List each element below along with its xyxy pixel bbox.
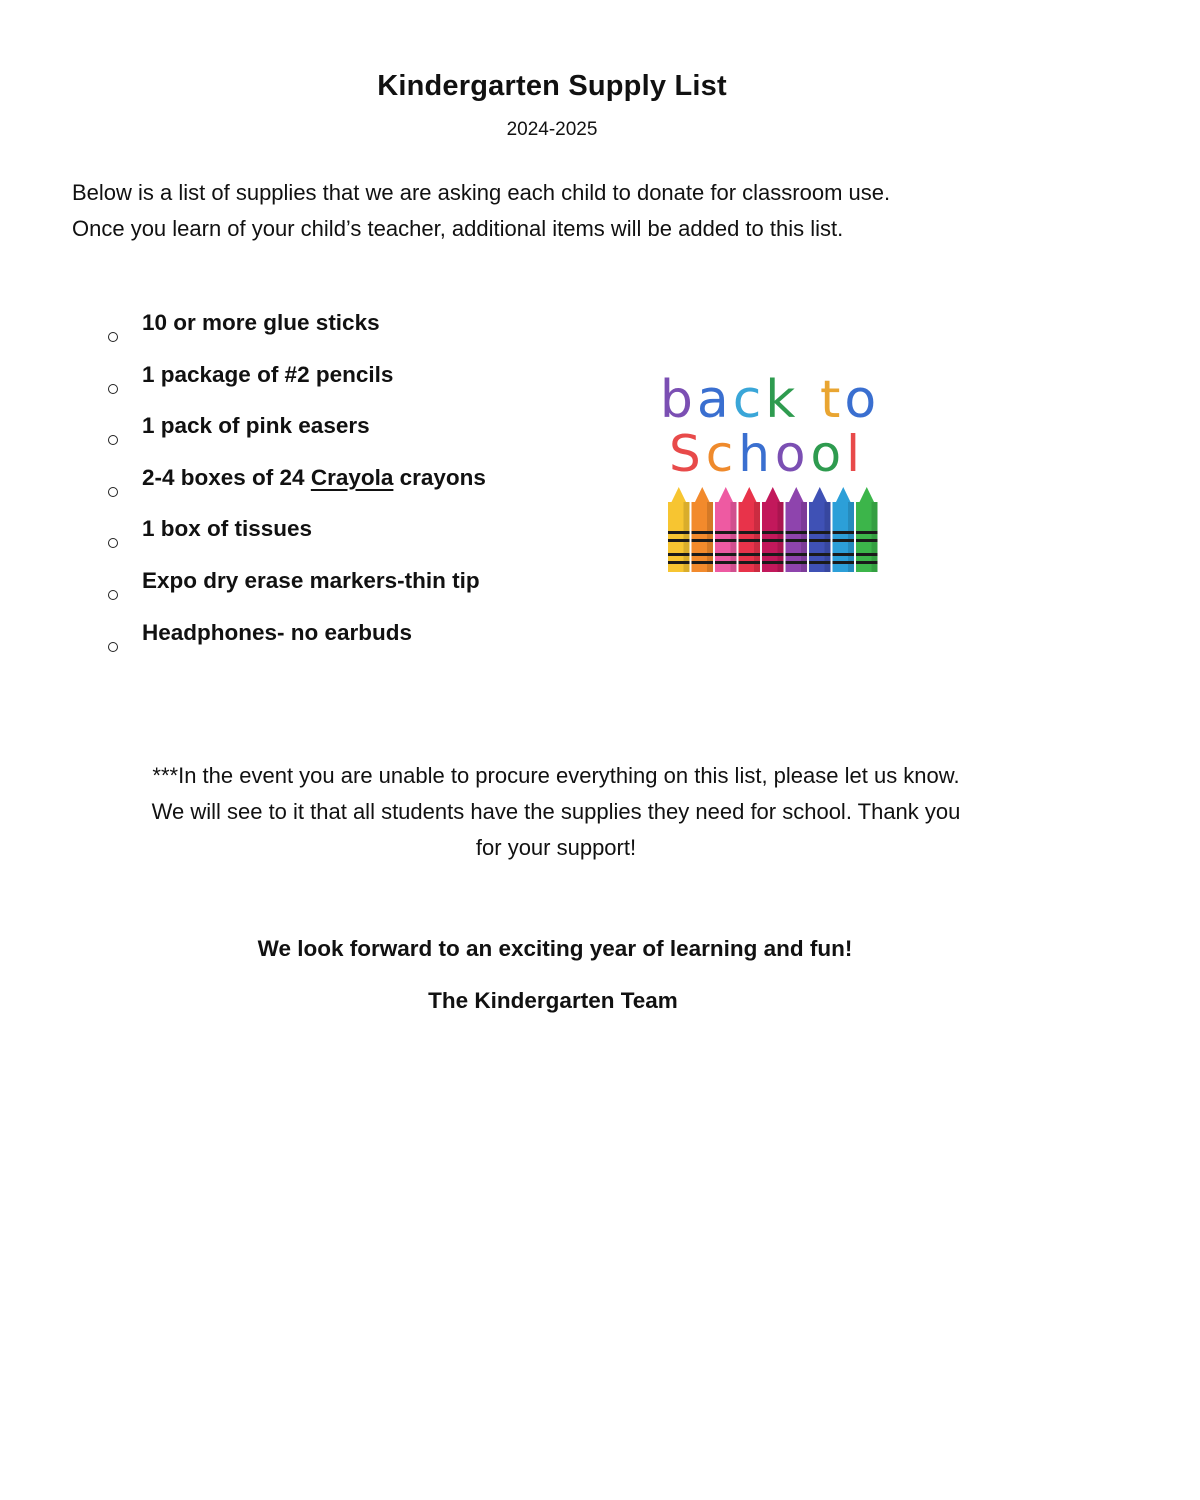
supply-item-text: 10 or more glue sticks <box>142 310 380 335</box>
art-text-back-to: back to <box>662 370 881 430</box>
supply-item-text <box>142 465 486 491</box>
supply-item-text: Headphones- no earbuds <box>142 619 413 645</box>
crayon-icon <box>833 487 855 572</box>
crayon-icon <box>786 487 808 572</box>
bullet-circle-icon <box>108 435 118 445</box>
crayon-icon <box>692 487 714 572</box>
crayon-icon <box>762 487 784 572</box>
supply-item-text-after: crayons <box>393 464 486 490</box>
bullet-circle-icon <box>108 332 118 342</box>
supply-item-text: 1 package of #2 pencils <box>142 361 394 387</box>
supply-item-text: 1 box of tissues <box>142 516 313 542</box>
bullet-circle-icon <box>108 590 118 600</box>
bullet-circle-icon <box>108 384 118 394</box>
crayon-row <box>668 487 878 572</box>
crayon-icon <box>715 487 737 572</box>
bullet-circle-icon <box>108 642 118 652</box>
back-to-school-crayons-illustration <box>662 365 882 575</box>
intro-line: Once you learn of your child’s teacher, additional items will be added to this list. <box>72 216 844 241</box>
closing-message: We look forward to an exciting year of learning and fun! <box>257 936 853 961</box>
crayon-icon <box>668 487 690 572</box>
bullet-circle-icon <box>108 487 118 497</box>
intro-paragraph <box>72 175 1112 247</box>
brand-name-underlined: Crayola <box>310 464 394 490</box>
signature: The Kindergarten Team <box>428 988 678 1013</box>
back-to-school-crayons-image <box>662 365 882 575</box>
support-note <box>60 758 1052 866</box>
supply-item-text: Expo dry erase markers-thin tip <box>142 567 480 593</box>
note-line: We will see to it that all students have the supplies they need for school. Thank you <box>151 799 961 824</box>
bullet-circle-icon <box>108 538 118 548</box>
crayon-icon <box>809 487 831 572</box>
school-year: 2024-2025 <box>506 119 598 140</box>
note-line: for your support! <box>475 835 637 860</box>
supply-item-text-before: 2-4 boxes of 24 <box>142 464 311 490</box>
intro-line: Below is a list of supplies that we are asking each child to donate for classroom use. <box>72 180 891 205</box>
crayon-icon <box>739 487 761 572</box>
crayon-icon <box>856 487 878 572</box>
supply-item-text: 1 pack of pink easers <box>142 413 370 439</box>
note-line: ***In the event you are unable to procure everything on this list, please let us know. <box>152 763 960 788</box>
art-text-school: School <box>668 425 866 483</box>
document-title: Kindergarten Supply List <box>377 70 727 102</box>
